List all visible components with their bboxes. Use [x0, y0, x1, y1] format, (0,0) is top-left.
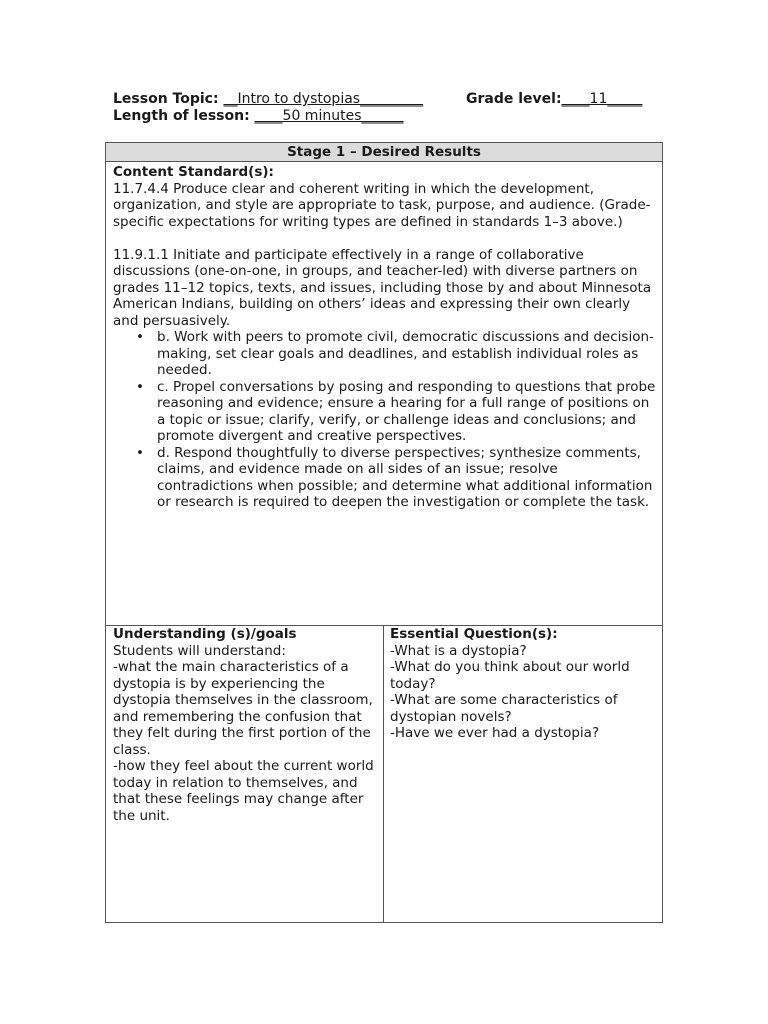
grade-label: Grade level: — [466, 91, 562, 107]
standard-writing: 11.7.4.4 Produce clear and coherent writing in which the development, organization, and style are appropriate to task, purpose, and audience. (Grade-specific expectations for writing types are defined in standards 1–3 above.) — [113, 180, 651, 230]
bullet-item: • d. Respond thoughtfully to diverse perspectives; synthesize comments, claims, and evidence made on all sides of an issue; resolve contradictions when possible; and determine what additional information or research is required to deepen the investigation or complete the task. — [157, 445, 656, 511]
goals-questions-row — [106, 626, 662, 923]
grade-field — [466, 91, 642, 108]
understanding-item: -how they feel about the current world today in relation to themselves, and that these feelings may change after the unit. — [113, 758, 374, 824]
bullet-item: • b. Work with peers to promote civil, democratic discussions and decision-making, set clear goals and deadlines, and establish individual roles as needed. — [157, 329, 656, 379]
topic-label: Lesson Topic: — [113, 91, 224, 107]
length-row — [113, 108, 423, 125]
understanding-cell — [106, 626, 384, 923]
content-standards-title: Content Standard(s): — [113, 164, 274, 180]
topic-row — [113, 91, 643, 108]
essential-question: -What are some characteristics of dystopian novels? — [390, 692, 618, 725]
essential-question: -What do you think about our world today? — [390, 659, 630, 692]
essential-questions-title: Essential Question(s): — [390, 626, 558, 642]
content-standards-cell — [106, 162, 662, 626]
length-label: Length of lesson: — [113, 108, 255, 124]
stage-title: Stage 1 – Desired Results — [106, 143, 662, 162]
spacer — [113, 230, 656, 247]
understanding-item: -what the main characteristics of a dystopia is by experiencing the dystopia themselves in the classroom, and remembering the confusion that they felt during the first portion of the class. — [113, 659, 373, 758]
essential-questions-cell — [384, 626, 662, 923]
grade-value: ____11_____ — [561, 91, 643, 107]
length-value: ____50 minutes______ — [254, 108, 404, 124]
bullet-item: • c. Propel conversations by posing and responding to questions that probe reasoning and evidence; ensure a hearing for a full range of positions on a topic or issue; clarify, verify, or challenge ideas and conclusions; and promote divergent and creative perspectives. — [157, 379, 656, 445]
lesson-header — [113, 91, 643, 125]
essential-question: -Have we ever had a dystopia? — [390, 725, 600, 741]
standard-discussion: 11.9.1.1 Initiate and participate effectively in a range of collaborative discussions (one-on-one, in groups, and teacher-led) with diverse partners on grades 11–12 topics, texts, and issues, including those by and about Minnesota American Indians, building on others’ ideas and expressing their own clearly and persuasively. — [113, 246, 652, 329]
essential-question: -What is a dystopia? — [390, 642, 527, 659]
topic-value: __Intro to dystopias_________ — [223, 91, 424, 107]
understanding-intro: Students will understand: — [113, 642, 286, 659]
lesson-plan-table — [105, 142, 663, 923]
standard-bullet-list — [113, 329, 656, 511]
understanding-title: Understanding (s)/goals — [113, 626, 297, 642]
